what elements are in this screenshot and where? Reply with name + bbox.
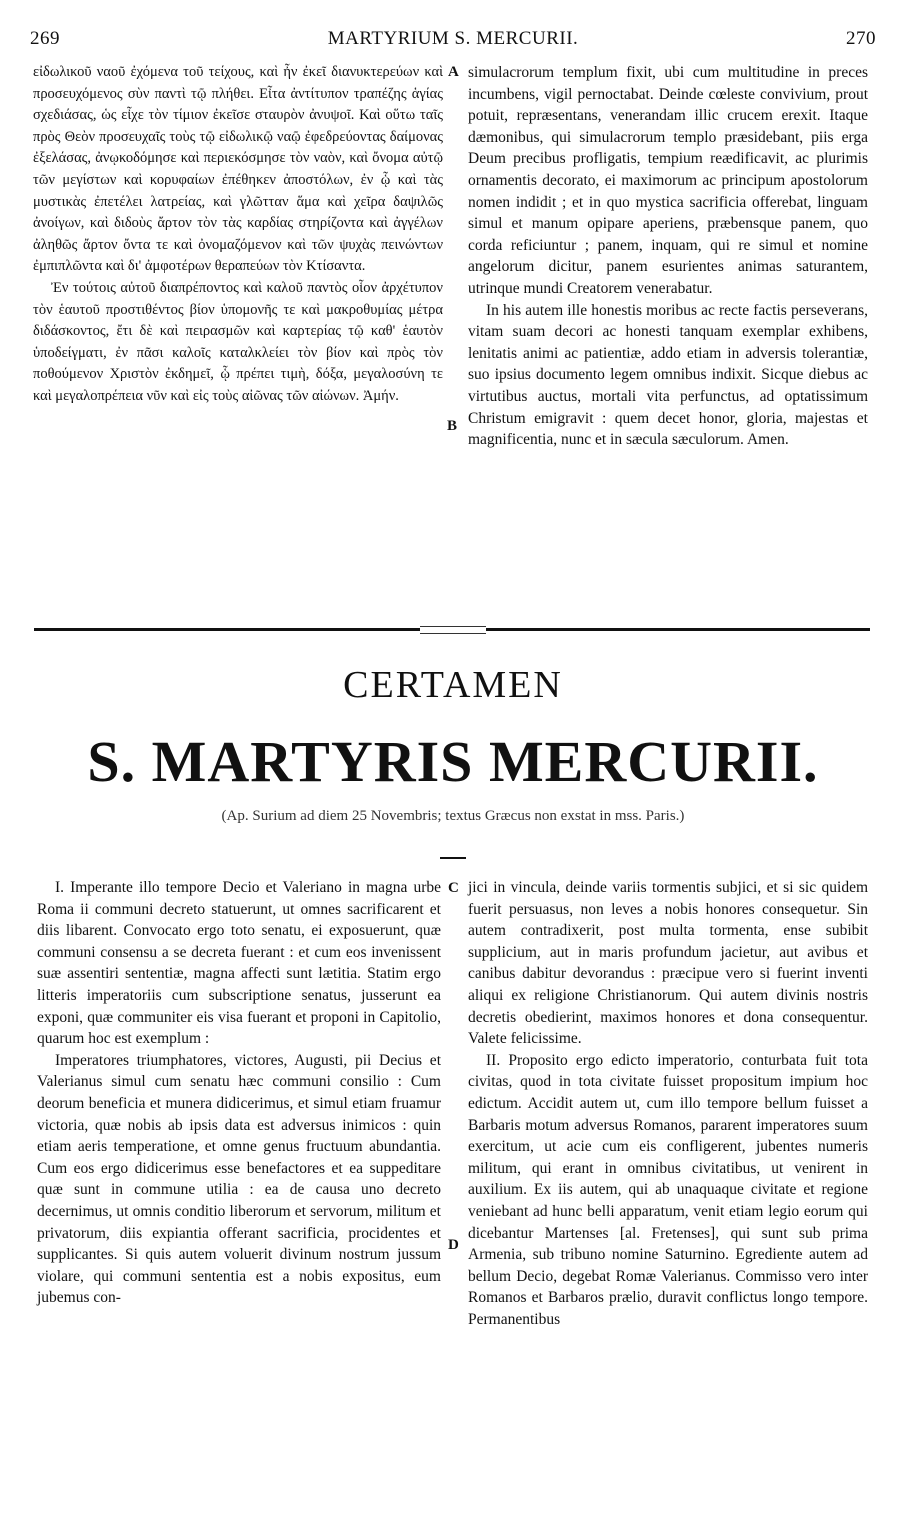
divider-ornament: [420, 626, 486, 634]
greek-paragraph: Ἐν τούτοις αὐτοῦ διαπρέποντος καὶ καλοῦ παντὸς οἷον ἀρχέτυπον τὸν ἑαυτοῦ προστιθέντος βίον ὑπομονῆς τε καὶ μακροθυμίας μέτρα διδάσκοντος, ἔτι δὲ καὶ πειρασμῶν καὶ καρτερίας τῷ καθ' ἑαυτὸν ὑποδείγματι, ἐν πᾶσι καλοῖς καταλκλείει τὸν βίον καὶ πρὸς τὸν ποθούμενον Χριστὸν ἐκδημεῖ, ᾧ πρέπει τιμὴ, δόξα, μεγαλοσύνη τε καὶ μεγαλοπρέπεια νῦν καὶ εἰς τοὺς αἰῶνας τῶν αἰώνων. Ἀμήν.: [33, 279, 443, 404]
running-header: [30, 28, 876, 54]
latin-paragraph: II. Proposito ergo edicto imperatorio, conturbata fuit tota civitas, quod in tota civitate fuisset propositum impium hoc edictum. Accidit autem ut, cum illo tempore bellum fuisset a Barbaris motum adversus Romanos, pararent imperatores suum exercitum, ut acie cum eis confligerent, jubentes numeris militum, qui erant in omnibus civitatibus, ut venirent in auxilium. Ex iis autem, qui ab unaquaque civitate et regione veniebant ad hunc belli apparatum, venit etiam legio eorum qui dicebantur Martenses [al. Fretenses], qui sunt sub prima Armenia, sub tribuno nomine Saturnino. Egrediente autem ad bellum Decio, degebat Romæ Valerianus. Commisso vero inter Romanos et Barbaros prælio, duravit conflictus longo tempore. Permanentibus: [468, 1051, 868, 1328]
title-certamen: CERTAMEN: [343, 664, 563, 706]
title-martyr-name: S. MARTYRIS MERCURII.: [87, 729, 819, 794]
page-number-right: 270: [846, 28, 876, 49]
latin-column-top: [468, 62, 868, 451]
section-marker-c: C: [448, 880, 459, 896]
latin-paragraph: jici in vincula, deinde variis tormentis subjici, et si sic quidem fuerit persuasus, non leves a nobis honores consequetur. Sin autem contradixerit, post multa tormenta, ense subibit supplicium, aut in maris profundum jacietur, aut avibus et canibus dabitur devorandus : præcipue vero si fuerint inventi aliqui ex religione Christianorum. Qui autem divinis nostris decretis obedierint, maximos honores et dona consequentur. Valete felicissime.: [468, 879, 868, 1048]
latin-paragraph: In his autem ille honestis moribus ac recte factis perseverans, vitam suam decori ac honesti tanquam exemplar exhibens, lenitatis animi ac patientiæ, addo etiam in adversis tolerantiæ, suo ipsius documento legem omnibus indixit. Sicque diebus ac virtutibus auctus, mortali vita perfunctus, ad optatissimum Christum emigravit : quem decet honor, gloria, majestas et magnificentia, nunc et in sæcula sæculorum. Amen.: [468, 301, 868, 449]
short-divider: [440, 857, 466, 859]
page-number-left: 269: [30, 28, 60, 49]
latin-paragraph: I. Imperante illo tempore Decio et Valeriano in magna urbe Roma ii communi decreto statuerunt, ut omnes sacrificarent et diis libarent. Convocato ergo toto senatu, ei exposuerunt, quæ communi consensu a se decreta fuerant : et cum eos invenissent suæ assentiri sententiæ, magna affecti sunt lætitia. Statim ergo litteris imperatoriis cum subscriptione senatus, jusserunt ea exponi, quæ communiter eis visa fuerant et proponi in Capitolio, quarum hoc est exemplum :: [37, 879, 441, 1048]
latin-paragraph: Imperatores triumphatores, victores, Augusti, pii Decius et Valerianus simul cum senatu hæc communi consilio : Cum deorum beneficia et munera didicerimus, et simul etiam fruamur victoria, quæ nobis ab ipsis data est adversus inimicos : quin etiam aeris temperatione, et omne genus fructuum abundantia. Cum eos ergo didicerimus esse benefactores et ea suppeditare quæ sunt in commune utilia : ea de causa uno decreto decernimus, ut omnis conditio liberorum et servorum, militum et privatorum, diis expiantia offerant sacrificia, procidentes et supplicantes. Si quis autem voluerit divinum nostrum jussum violare, qui communi sententia est a nobis expositus, eum jubemus con-: [37, 1051, 441, 1307]
latin-paragraph: simulacrorum templum fixit, ubi cum multitudine in preces incumbens, vigil pernoctabat. Deinde cœleste convivium, prout potuit, repræsentans, venerandam illic crucem erexit. Itaque dæmonibus, qui simulacrorum templo præsidebant, piis erga Deum precibus profligatis, tempium reædificavit, ac plurimis ornamentis decorato, ei maximorum ac principum apostolorum nomen indidit ; et in quo mystica sacrificia offerebat, linguam simul et manum opipare aperiens, præbensque panem, quo corda reficiuntur ; panem, inquam, qui re simul et nomine angelorum dicitur, panem esurientes animas saturantem, utrinque mundi Creatorem venerabatur.: [468, 64, 868, 297]
section-marker-a: A: [448, 64, 459, 80]
source-note: (Ap. Surium ad diem 25 Novembris; textus Græcus non exstat in mss. Paris.): [221, 808, 685, 824]
latin-column-right: [468, 877, 868, 1330]
greek-paragraph: εἰδωλικοῦ ναοῦ ἐχόμενα τοῦ τείχους, καὶ ἦν ἐκεῖ διανυκτερεύων καὶ προσευχόμενος σὺν παντὶ τῷ πλήθει. Εἶτα ἀντίτυπον τραπέζης ἁγίας σχεδιάσας, ὡς εἶχε τὸν τίμιον ἐκεῖσε σταυρὸν ἀνυψοῖ. Καὶ οὕτω ταῖς πρὸς Θεὸν προσευχαῖς τοὺς τῷ εἰδωλικῷ ναῷ ἐφεδρεύοντας δαίμονας ἐξελάσας, ἀνῳκοδόμησε καὶ περιεκόσμησε τὸν ναὸν, καὶ ὄνομα αὐτῷ τῶν μεγίστων καὶ κορυφαίων ἐπέθηκεν ἀποστόλων, ἐν ᾧ καὶ τὰς μυστικὰς ἐπετέλει λατρείας, καὶ γλῶτταν ἅμα καὶ χεῖρα δαψιλῶς ἀνοίγων, καὶ διδοὺς ἄρτον τὸν τὰς καρδίας στηρίζοντα καὶ ἀγγέλων ἀληθῶς ἄρτον ὄντα τε καὶ ὀνομαζόμενον καὶ τῶν ψυχὰς πεινώντων ἐμπιπλῶντα καὶ δι' ἀμφοτέρων θεραπεύων τὸν Κτίσαντα.: [33, 64, 443, 275]
section-marker-b: B: [447, 418, 458, 434]
latin-column-left: [37, 877, 441, 1309]
running-title: MARTYRIUM S. MERCURII.: [327, 28, 579, 49]
greek-column-top: [33, 62, 443, 408]
section-marker-d: D: [448, 1237, 459, 1253]
